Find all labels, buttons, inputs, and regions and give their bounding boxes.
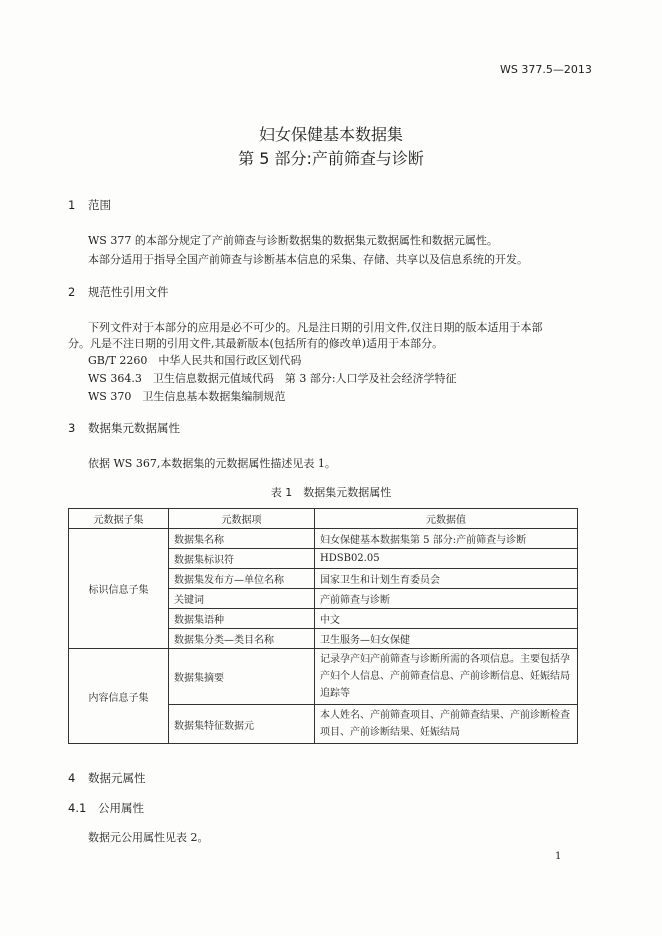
column-header: 元数据子集 bbox=[69, 509, 169, 529]
document-title: 妇女保健基本数据集 bbox=[258, 125, 403, 144]
item-cell: 数据集名称 bbox=[169, 529, 315, 549]
value-cell: 本人姓名、产前筛查项目、产前筛查结果、产前诊断检查项目、产前诊断结果、妊娠结局 bbox=[315, 705, 578, 744]
section-title: 数据元属性 bbox=[88, 771, 146, 785]
item-cell: 数据集发布方—单位名称 bbox=[169, 569, 315, 589]
section-number: 4.1 bbox=[68, 801, 87, 815]
section-title: 公用属性 bbox=[98, 801, 144, 815]
item-cell: 数据集分类—类目名称 bbox=[169, 629, 315, 649]
paragraph: WS 377 的本部分规定了产前筛查与诊断数据集的数据集元数据属性和数据元属性。 bbox=[88, 234, 498, 247]
item-cell: 数据集标识符 bbox=[169, 549, 315, 569]
section-title: 数据集元数据属性 bbox=[88, 421, 180, 435]
subset-cell: 内容信息子集 bbox=[69, 649, 169, 744]
value-cell: HDSB02.05 bbox=[315, 549, 578, 569]
section-3-heading bbox=[68, 420, 180, 436]
section-number: 1 bbox=[68, 198, 76, 212]
reference-item: GB/T 2260 中华人民共和国行政区划代码 bbox=[88, 354, 302, 367]
section-number: 4 bbox=[68, 771, 76, 785]
section-number: 3 bbox=[68, 421, 76, 435]
value-cell: 中文 bbox=[315, 609, 578, 629]
section-2-heading bbox=[68, 284, 169, 300]
paragraph: 依据 WS 367,本数据集的元数据属性描述见表 1。 bbox=[88, 457, 336, 470]
table-row bbox=[69, 649, 578, 705]
document-subtitle: 第 5 部分:产前筛查与诊断 bbox=[238, 149, 424, 168]
item-cell: 数据集特征数据元 bbox=[169, 705, 315, 744]
value-cell: 国家卫生和计划生育委员会 bbox=[315, 569, 578, 589]
paragraph: 本部分适用于指导全国产前筛查与诊断基本信息的采集、存储、共享以及信息系统的开发。 bbox=[88, 253, 528, 266]
value-cell: 妇女保健基本数据集第 5 部分:产前筛查与诊断 bbox=[315, 529, 578, 549]
paragraph: 下列文件对于本部分的应用是必不可少的。凡是注日期的引用文件,仅注日期的版本适用于本部 bbox=[88, 321, 543, 334]
page-number: 1 bbox=[555, 851, 562, 862]
table-header-row bbox=[69, 509, 578, 529]
item-cell: 数据集摘要 bbox=[169, 649, 315, 705]
subset-cell: 标识信息子集 bbox=[69, 529, 169, 649]
standard-number: WS 377.5—2013 bbox=[500, 63, 592, 76]
metadata-table bbox=[68, 508, 578, 744]
item-cell: 数据集语种 bbox=[169, 609, 315, 629]
item-cell: 关键词 bbox=[169, 589, 315, 609]
section-1-heading bbox=[68, 197, 111, 213]
section-4-1-heading bbox=[68, 800, 144, 816]
section-4-heading bbox=[68, 770, 146, 786]
paragraph: 分。凡是不注日期的引用文件,其最新版本(包括所有的修改单)适用于本部分。 bbox=[68, 337, 444, 350]
table-caption: 表 1 数据集元数据属性 bbox=[270, 486, 392, 499]
table-row bbox=[69, 529, 578, 549]
value-cell: 记录孕产妇产前筛查与诊断所需的各项信息。主要包括孕产妇个人信息、产前筛查信息、产前诊断信息、妊娠结局追踪等 bbox=[315, 649, 578, 705]
section-title: 范围 bbox=[88, 198, 111, 212]
value-cell: 产前筛查与诊断 bbox=[315, 589, 578, 609]
reference-item: WS 364.3 卫生信息数据元值域代码 第 3 部分:人口学及社会经济学特征 bbox=[88, 372, 457, 385]
reference-item: WS 370 卫生信息基本数据集编制规范 bbox=[88, 390, 286, 403]
section-number: 2 bbox=[68, 285, 76, 299]
value-cell: 卫生服务—妇女保健 bbox=[315, 629, 578, 649]
paragraph: 数据元公用属性见表 2。 bbox=[88, 831, 209, 844]
column-header: 元数据项 bbox=[169, 509, 315, 529]
column-header: 元数据值 bbox=[315, 509, 578, 529]
section-title: 规范性引用文件 bbox=[88, 285, 169, 299]
